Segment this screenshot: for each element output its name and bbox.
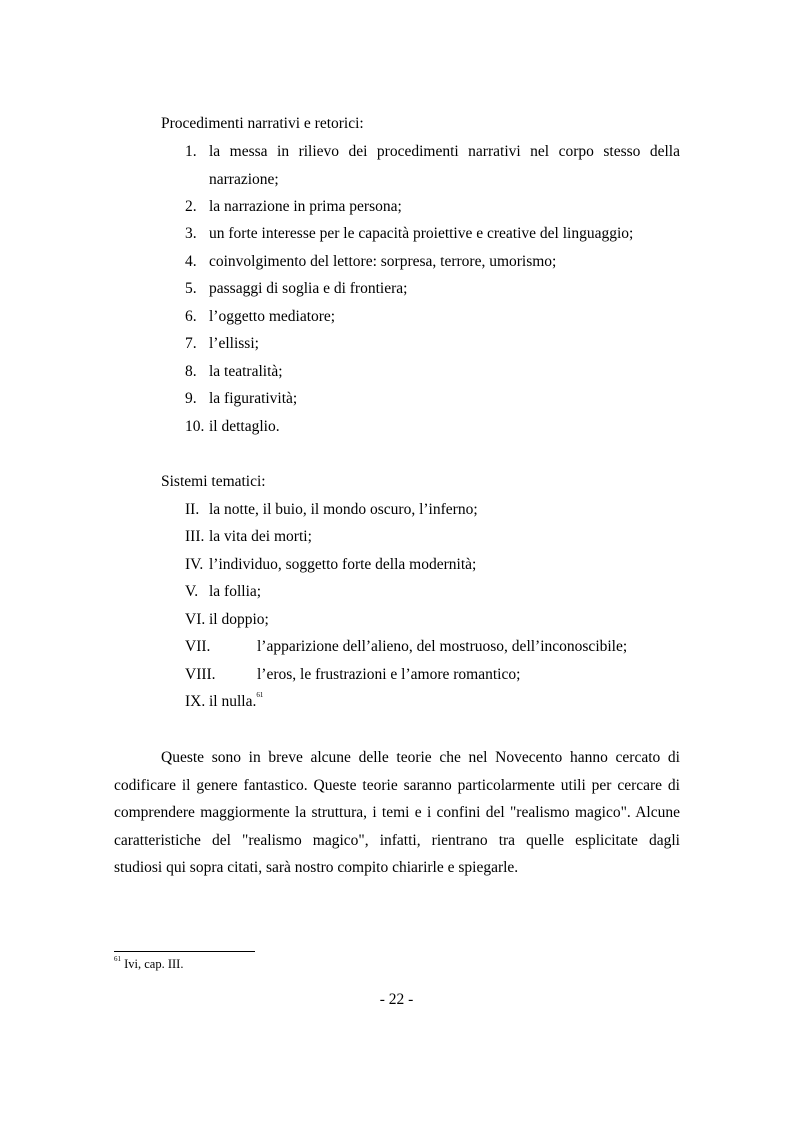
list-item-number: IX. (185, 693, 206, 710)
list-item-number: II. (185, 501, 200, 518)
list-item-number: 7. (185, 335, 197, 352)
section-heading-thematic-text: Sistemi tematici: (161, 473, 266, 490)
list-item-text: passaggi di soglia e di frontiera; (209, 280, 408, 297)
list-item-number: V. (185, 583, 199, 600)
list-item-text: il doppio; (209, 611, 269, 628)
list-item-text (209, 693, 263, 711)
list-item-number: 9. (185, 390, 197, 407)
list-item-number: 4. (185, 253, 197, 270)
paragraph-line: codificare il genere fantastico. Queste teorie saranno particolarmente utili per cercare di (114, 777, 680, 794)
footnote-text: Ivi, cap. III. (121, 957, 184, 971)
page-number: - 22 - (379, 991, 414, 1008)
list-item-text: la notte, il buio, il mondo oscuro, l’inferno; (209, 501, 478, 518)
list-item-number: 2. (185, 198, 197, 215)
list-item-text: la teatralità; (209, 363, 283, 380)
list-item-number: 10. (185, 418, 205, 435)
list-item-text: la follia; (209, 583, 262, 600)
list-item-text-content: il nulla. (209, 693, 257, 710)
list-item-text: la narrazione in prima persona; (209, 198, 402, 215)
list-item-text-continued: narrazione; (209, 171, 279, 188)
list-item-text: l’apparizione dell’alieno, del mostruoso, dell’inconoscibile; (257, 638, 628, 655)
list-item-number: VIII. (185, 666, 216, 683)
list-item-text: coinvolgimento del lettore: sorpresa, terrore, umorismo; (209, 253, 557, 270)
section-heading-thematic (161, 473, 266, 491)
list-item-text: il dettaglio. (209, 418, 280, 435)
paragraph-line: Queste sono in breve alcune delle teorie che nel Novecento hanno cercato di (161, 749, 680, 766)
section-heading-narrative: Procedimenti narrativi e retorici: (161, 115, 364, 132)
list-item-number: III. (185, 528, 205, 545)
list-item-text: un forte interesse per le capacità proiettive e creative del linguaggio; (209, 225, 634, 242)
list-item-number: IV. (185, 556, 204, 573)
list-item-number: VII. (185, 638, 211, 655)
list-item-number: 6. (185, 308, 197, 325)
list-item-text: l’individuo, soggetto forte della modernità; (209, 556, 477, 573)
list-item-text: la vita dei morti; (209, 528, 312, 545)
list-item-text: l’ellissi; (209, 335, 259, 352)
list-item-number: 5. (185, 280, 197, 297)
list-item-number: 3. (185, 225, 197, 242)
list-item-number: VI. (185, 611, 206, 628)
list-item-text: la messa in rilievo dei procedimenti narrativi nel corpo stesso della (209, 143, 680, 160)
paragraph-line: caratteristiche del "realismo magico", infatti, rientrano tra quelle esplicitate dagli (114, 832, 680, 849)
paragraph-line: studiosi qui sopra citati, sarà nostro compito chiarirle e spiegarle. (114, 859, 519, 876)
paragraph-line: comprendere maggiormente la struttura, i temi e i confini del "realismo magico". Alcune (114, 804, 680, 821)
list-item-number: 8. (185, 363, 197, 380)
footnote-number: 61 (114, 955, 121, 963)
list-item-text: la figuratività; (209, 390, 298, 407)
list-item-number: 1. (185, 143, 197, 160)
list-item-text: l’oggetto mediatore; (209, 308, 336, 325)
list-item-text: l’eros, le frustrazioni e l’amore romantico; (257, 666, 521, 683)
footnote-reference[interactable]: 61 (256, 691, 264, 699)
footnote (114, 957, 183, 972)
footnote-divider (114, 951, 255, 952)
